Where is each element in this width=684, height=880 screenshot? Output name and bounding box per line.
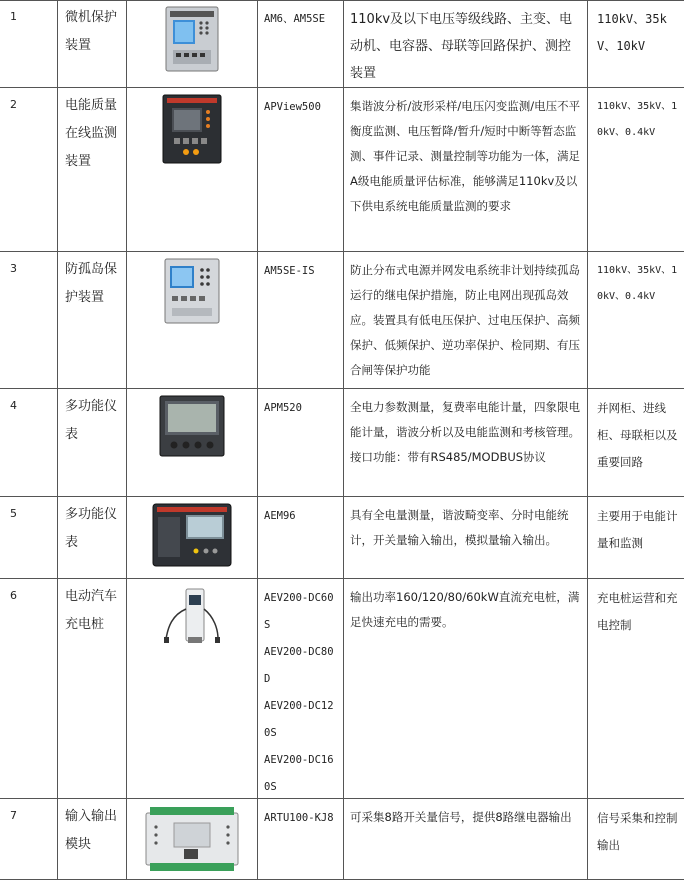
model-number: AEV200-DC60S <box>264 592 334 631</box>
application: 信号采集和控制输出 <box>597 811 678 852</box>
product-image <box>127 0 257 87</box>
description: 防止分布式电源并网发电系统非计划持续孤岛运行的继电保护措施，防止电网出现孤岛效应。装置具有低电压保护、过电压保护、高频保护、低频保护、逆功率保护、检同期、有压合闸等保护功能 <box>350 263 580 377</box>
product-image <box>127 252 257 388</box>
anti-islanding-device-icon <box>164 258 220 324</box>
model-number: APView500 <box>264 101 321 113</box>
product-name: 电能质量在线监测装置 <box>65 98 118 169</box>
row-number: 1 <box>10 10 17 23</box>
io-module-icon <box>144 805 240 873</box>
description: 可采集8路开关量信号，提供8路继电器输出 <box>350 810 572 824</box>
table-row <box>0 0 684 88</box>
application: 110kV、35kV、10kV <box>597 12 667 53</box>
description: 具有全电量测量，谐波畸变率、分时电能统计，开关量输入输出，模拟量输入输出。 <box>350 508 569 547</box>
table-row <box>0 497 684 579</box>
model-number: AEV200-DC160S <box>264 754 334 793</box>
description-interface: 接口功能：带有RS485/MODBUS协议 <box>350 450 547 464</box>
model-number: AEM96 <box>264 510 296 522</box>
table-row <box>0 389 684 497</box>
product-image <box>127 799 257 879</box>
application: 并网柜、进线柜、母联柜以及重要回路 <box>597 401 678 469</box>
model-number: AEV200-DC120S <box>264 700 334 739</box>
row-number: 7 <box>10 809 17 822</box>
row-number: 3 <box>10 262 17 275</box>
model-number-list <box>258 579 343 798</box>
product-image <box>127 497 257 578</box>
model-number: ARTU100-KJ8 <box>264 812 334 824</box>
application: 110kV、35kV、10kV、0.4kV <box>597 101 678 138</box>
table-row <box>0 252 684 389</box>
description: 110kv及以下电压等级线路、主变、电动机、电容器、母联等回路保护、测控装置 <box>350 12 573 81</box>
product-name: 多功能仪表 <box>65 507 118 550</box>
energy-meter-icon <box>152 503 232 567</box>
description: 集谐波分析/波形采样/电压闪变监测/电压不平衡度监测、电压暂降/暂升/短时中断等暂态监测、事件记录、测量控制等功能为一体，满足A级电能质量评估标准，能够满足110kv及以下供电系统电能质量监测的要求 <box>350 99 581 213</box>
description-main: 全电力参数测量，复费率电能计量，四象限电能计量，谐波分析以及电能监测和考核管理。 <box>350 400 580 439</box>
description <box>344 389 587 496</box>
product-image <box>127 88 257 251</box>
product-name: 多功能仪表 <box>65 399 118 442</box>
row-number: 4 <box>10 399 17 412</box>
model-number: AM5SE-IS <box>264 265 315 277</box>
product-name: 微机保护装置 <box>65 10 118 53</box>
row-number: 2 <box>10 98 17 111</box>
application: 充电桩运营和充电控制 <box>597 591 678 632</box>
product-image <box>127 579 257 798</box>
row-number: 6 <box>10 589 17 602</box>
model-number: AEV200-DC80D <box>264 646 334 685</box>
row-number: 5 <box>10 507 17 520</box>
table-row <box>0 88 684 252</box>
ev-charger-icon <box>162 585 222 647</box>
table-row <box>0 579 684 799</box>
relay-device-icon <box>165 6 219 72</box>
table-row <box>0 799 684 880</box>
description: 输出功率160/120/80/60kW直流充电桩，满足快速充电的需要。 <box>350 590 580 629</box>
product-name: 输入输出模块 <box>65 809 118 852</box>
application: 主要用于电能计量和监测 <box>597 509 678 550</box>
model-number: AM6、AM5SE <box>264 13 326 25</box>
multifunction-meter-icon <box>159 395 225 457</box>
product-name: 电动汽车充电桩 <box>65 589 118 632</box>
product-image <box>127 389 257 496</box>
application: 110kV、35kV、10kV、0.4kV <box>597 265 678 302</box>
product-name: 防孤岛保护装置 <box>65 262 118 305</box>
power-quality-monitor-icon <box>162 94 222 164</box>
model-number: APM520 <box>264 402 302 414</box>
